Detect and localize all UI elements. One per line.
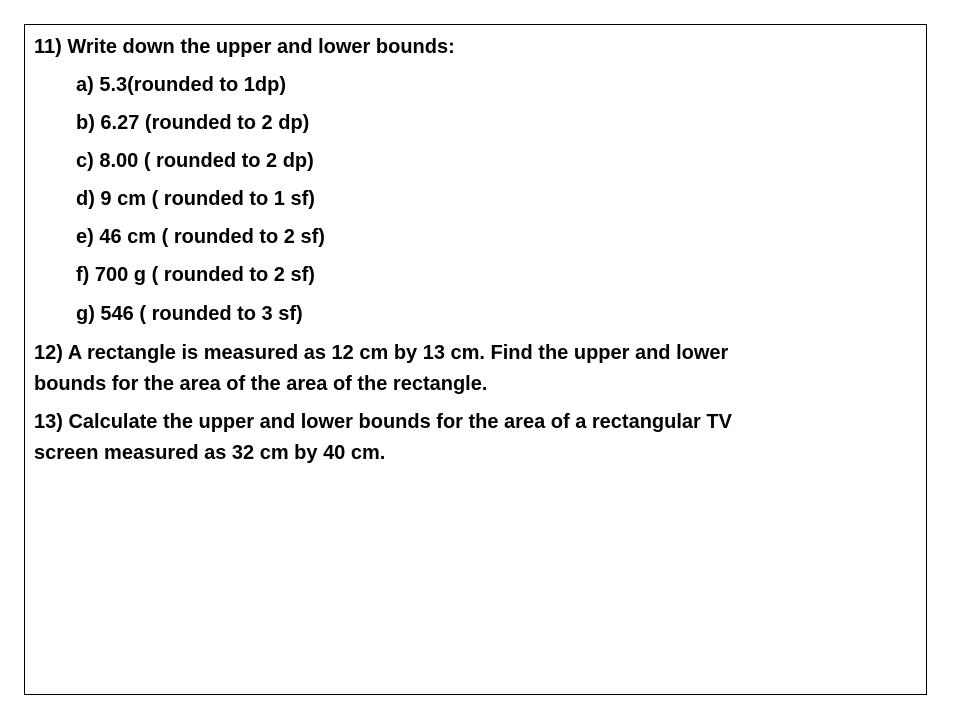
- question-11-part-f: f) 700 g ( rounded to 2 sf): [76, 264, 315, 286]
- question-12-line-1: 12) A rectangle is measured as 12 cm by 13 cm. Find the upper and lower: [34, 342, 729, 364]
- question-11-part-b: b) 6.27 (rounded to 2 dp): [76, 112, 310, 134]
- question-13-line-2: screen measured as 32 cm by 40 cm.: [34, 442, 386, 464]
- question-11-part-d: d) 9 cm ( rounded to 1 sf): [76, 188, 315, 210]
- question-11-part-c: c) 8.00 ( rounded to 2 dp): [76, 150, 314, 172]
- question-12-line-2: bounds for the area of the area of the rectangle.: [34, 373, 488, 395]
- question-11-heading: 11) Write down the upper and lower bounds:: [34, 36, 455, 58]
- question-11-part-g: g) 546 ( rounded to 3 sf): [76, 303, 303, 325]
- question-11-part-a: a) 5.3(rounded to 1dp): [76, 74, 286, 96]
- question-13-line-1: 13) Calculate the upper and lower bounds for the area of a rectangular TV: [34, 411, 732, 433]
- question-11-part-e: e) 46 cm ( rounded to 2 sf): [76, 226, 325, 248]
